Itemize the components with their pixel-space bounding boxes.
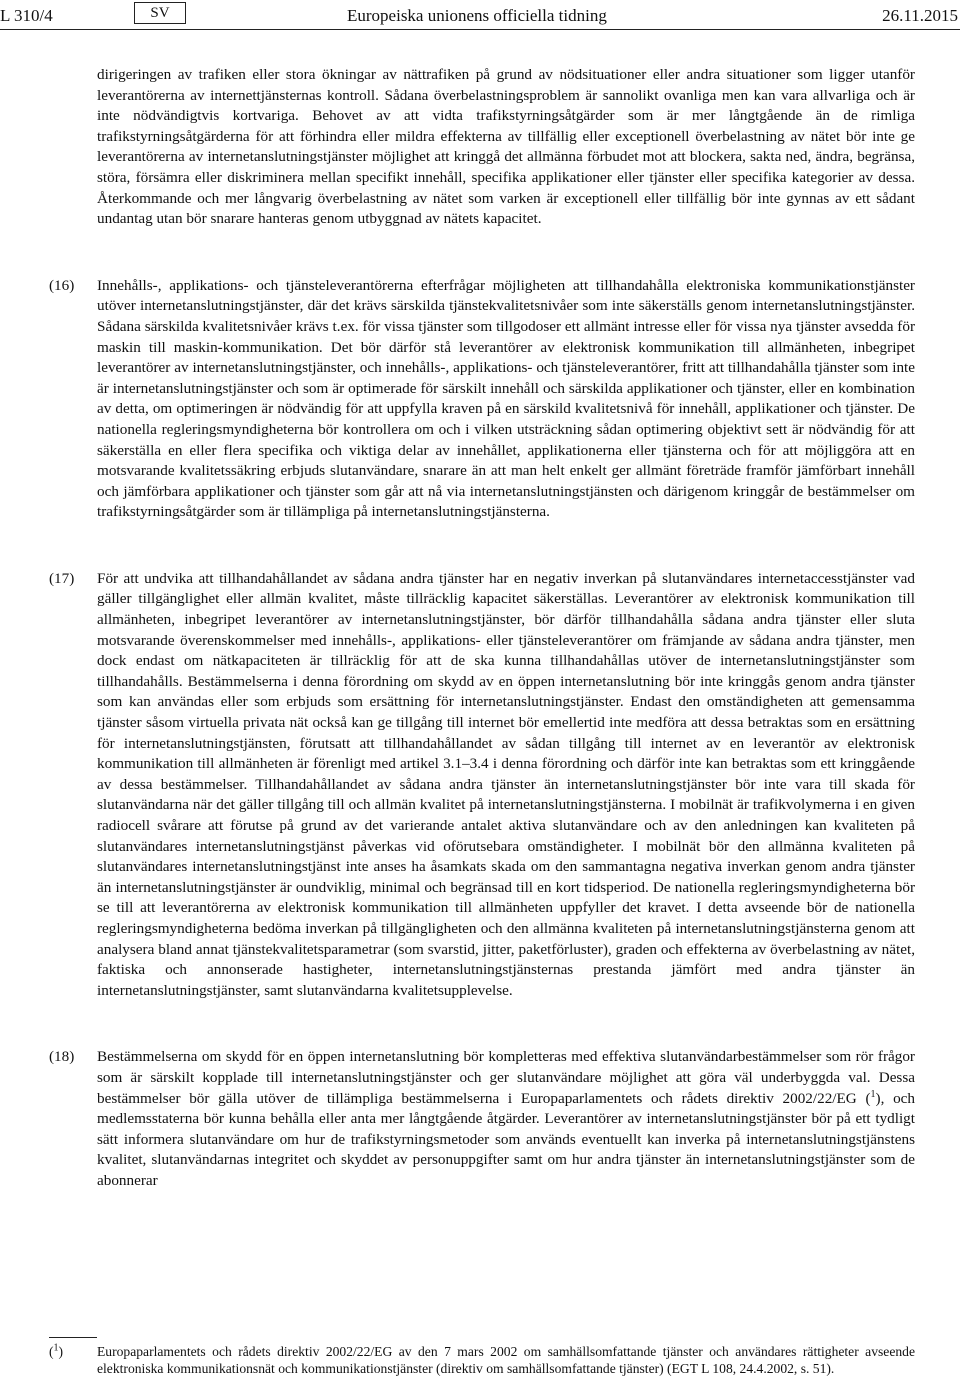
recital-text: Innehålls-, applikations- och tjänsteleverantörerna efterfrågar möjligheten att tillhandahålla elektroniska kommunikationstjänster utöver internetanslutningstjänster, där det krävs särskilda tjänstekvalitetsnivåer som inte säkerställs genom internetanslutningstjänster. Sådana särskilda kvalitetsnivåer krävs t.ex. för vissa tjänster som tillgodoser ett allmänt intresse eller för vissa nya tjänster avsedda för maskin till maskin-kommunikation. Det bör därför stå leverantörer av elektronisk kommunikation till allmänheten, inbegripet leverantörer av internetanslutningstjänster, och innehålls-, applikations- och tjänsteleverantörer, fritt att tillhandahålla tjänster som inte är internetanslutningstjänster och som är optimerade för särskilt innehåll och särskilda applikationer och tjänster, eller en kombination av detta, om optimeringen är nödvändig för att uppfylla kraven på en särskild kvalitetsnivå för innehåll, applikationer och tjänster. De nationella regleringsmyndigheterna bör kontrollera om och i vilken utsträckning sådan optimering objektivt sett är nödvändig för att säkerställa en eller flera specifika och viktiga delar av innehållet, applikationerna eller tjänsterna och för att möjliggöra att en motsvarande kvalitetssäkring erbjuds slutanvändare, snarare än att man helt enkelt ger allmänt företräde framför jämförbart innehåll och jämförbara applikationer och tjänster som går att nå via internetanslutningstjänsten och därigenom kringgår de bestämmelser om trafikstyrningsåtgärder som är tillämpliga på internetanslutningstjänsterna. xyxy=(97,276,915,521)
intro-paragraph-text: dirigeringen av trafiken eller stora ökningar av nättrafiken på grund av nödsituationer eller andra situationer som ligger utanför leverantörerna av internettjänsternas kontroll. Sådana överbelastningsproblem är sannolikt ovanliga men kan vara allvarliga och är inte nödvändigtvis kortvariga. Behovet av att vidta trafikstyrningsåtgärder som är mer långtgående än de rimliga trafikstyrningsåtgärderna för att förhindra eller mildra effekterna av tillfällig eller exceptionell överbelastning av nätet bör inte ge leverantörerna av internetanslutningstjänster möjlighet att kringgå det allmänna förbudet mot att blockera, sakta ned, ändra, begränsa, störa, försämra eller diskriminera mellan specifikt innehåll, specifika applikationer eller tjänster eller specifika kategorier av dessa. Återkommande och mer långvarig överbelastning av nätet som varken är exceptionell eller tillfällig bör inte gynnas av ett sådant undantag utan bör snarare hanteras genom utbyggnad av nätets kapacitet. xyxy=(97,66,915,228)
recital-number: (18) xyxy=(49,1048,75,1066)
recital-text: För att undvika att tillhandahållandet av sådana andra tjänster har en negativ inverkan på slutanvändares internetaccesstjänster vad gäller tillgänglighet eller allmän kvalitet, måste tillräcklig kapacitet säkerställas. Leverantörer av elektronisk kommunikation till allmänheten, inbegripet leverantörer av internetanslutningstjänster, bör därför tillhandahålla sådana andra tjänster eller sluta motsvarande överenskommelser med innehålls-, applikations- eller tjänsteleverantörer om främjande av sådana andra tjänster, men dock endast om nätkapaciteten är tillräcklig för att de ska kunna tillhandahållas utöver de internetanslutningstjänster som tillhandahålls. Bestämmelserna i denna förordning om skydd av en öppen internetanslutning bör inte kringgås genom andra tjänster som kan användas eller som erbjuds som ersättning för internetanslutningstjänster. Endast den omständigheten att gemensamma tjänster såsom virtuella privata nät också kan ge tillgång till internet bör emellertid inte medföra att dessa betraktas som en ersättning för internetanslutningstjänsten, förutsatt att tillhandahållandet av sådan tillgång till internet av en leverantör av elektronisk kommunikation till allmänheten är förenligt med artikel 3.1–3.4 i denna förordning och därför inte kan betraktas som ett kringgående av dessa bestämmelser. Tillhandahållandet av sådana andra tjänster än internetanslutningstjänster bör inte vara till skada för slutanvändarna när det gäller tillgång till och allmän kvalitet på internetanslutningstjänsterna. I mobilnät är trafikvolymerna i en given radiocell svårare att förutse på grund av det varierande antalet aktiva slutanvändare och av den anledningen kan kvaliteten på slutanvändares internetanslutningstjänst påverkas vid oförutsebara omständigheter. I mobilnät bör den allmänna kvaliteten på slutanvändares internetanslutningstjänst inte anses ha åsamkats skada om den sammantagna negativa inverkan genom andra tjänster än internetanslutningstjänster är oundviklig, minimal och begränsad till en kort tidsperiod. De nationella regleringsmyndigheterna bör se till att leverantörerna av elektronisk kommunikation till allmänheten uppfyller det kravet. I detta avseende bör de nationella regleringsmyndigheterna bedöma inverkan på tillgängligheten och den allmänna kvaliteten på internetanslutningstjänsterna genom att analysera bland annat tjänstekvalitetsparametrar (som svarstid, jitter, paketförluster), graden och effekterna av överbelastning av nätet, faktiska och annonserade hastigheter, internetanslutningstjänsternas prestanda jämfört med andra tjänster än internetanslutningstjänster, samt slutanvändarna kvalitetsupplevelse. xyxy=(97,569,915,999)
recital-17 xyxy=(0,569,960,1001)
intro-paragraph xyxy=(0,65,960,230)
footnote-divider xyxy=(49,1337,97,1338)
footnote-reference[interactable]: 1 xyxy=(870,1088,876,1100)
page-header xyxy=(0,2,960,28)
footnote-text: Europaparlamentets och rådets direktiv 2002/22/EG av den 7 mars 2002 om samhällsomfattande tjänster och användares rättigheter avseende elektroniska kommunikationsnät och kommunikationstjänster (direktiv om samhällsomfattande tjänster) (EGT L 108, 24.4.2002, s. 51). xyxy=(97,1344,915,1376)
recital-16 xyxy=(0,276,960,523)
recital-text-part-2: ), och medlemsstaterna bör kunna behålla eller anta mer långtgående åtgärder. Leverantörer av internetanslutningstjänster bör på ett tydligt sätt informera slutanvändare om hur de trafikstyrningsmetoder som används eventuellt kan inverka på internetanslutningstjänstens kvalitet, slutanvändarnas integritet och skyddet av personuppgifter samt om hur andra tjänster än internetanslutningstjänster som de abonnerar xyxy=(97,1089,915,1189)
issue-date: 26.11.2015 xyxy=(882,6,958,25)
recital-number: (16) xyxy=(49,276,75,294)
recital-text-part-1: Bestämmelserna om skydd för en öppen internetanslutning bör kompletteras med effektiva slutanvändarbestämmelser som rör frågor som är särskilt kopplade till internetanslutningstjänster och ger slutanvändare möjlighet att göra väl underbyggda val. Dessa bestämmelser bör gälla utöver de tillämpliga bestämmelserna i Europaparlamentets och rådets direktiv 2002/22/EG ( xyxy=(97,1048,915,1107)
page-reference: L 310/4 xyxy=(0,6,53,25)
recital-18 xyxy=(0,1047,960,1191)
footnote xyxy=(49,1343,915,1377)
footnote-mark-number: 1 xyxy=(53,1342,59,1354)
document-body xyxy=(0,65,960,1192)
recital-number: (17) xyxy=(49,569,75,587)
header-divider xyxy=(0,29,960,30)
language-code-box: SV xyxy=(134,2,186,24)
journal-title: Europeiska unionens officiella tidning xyxy=(347,6,607,25)
footnote-mark: ($^1$) xyxy=(49,1342,64,1359)
